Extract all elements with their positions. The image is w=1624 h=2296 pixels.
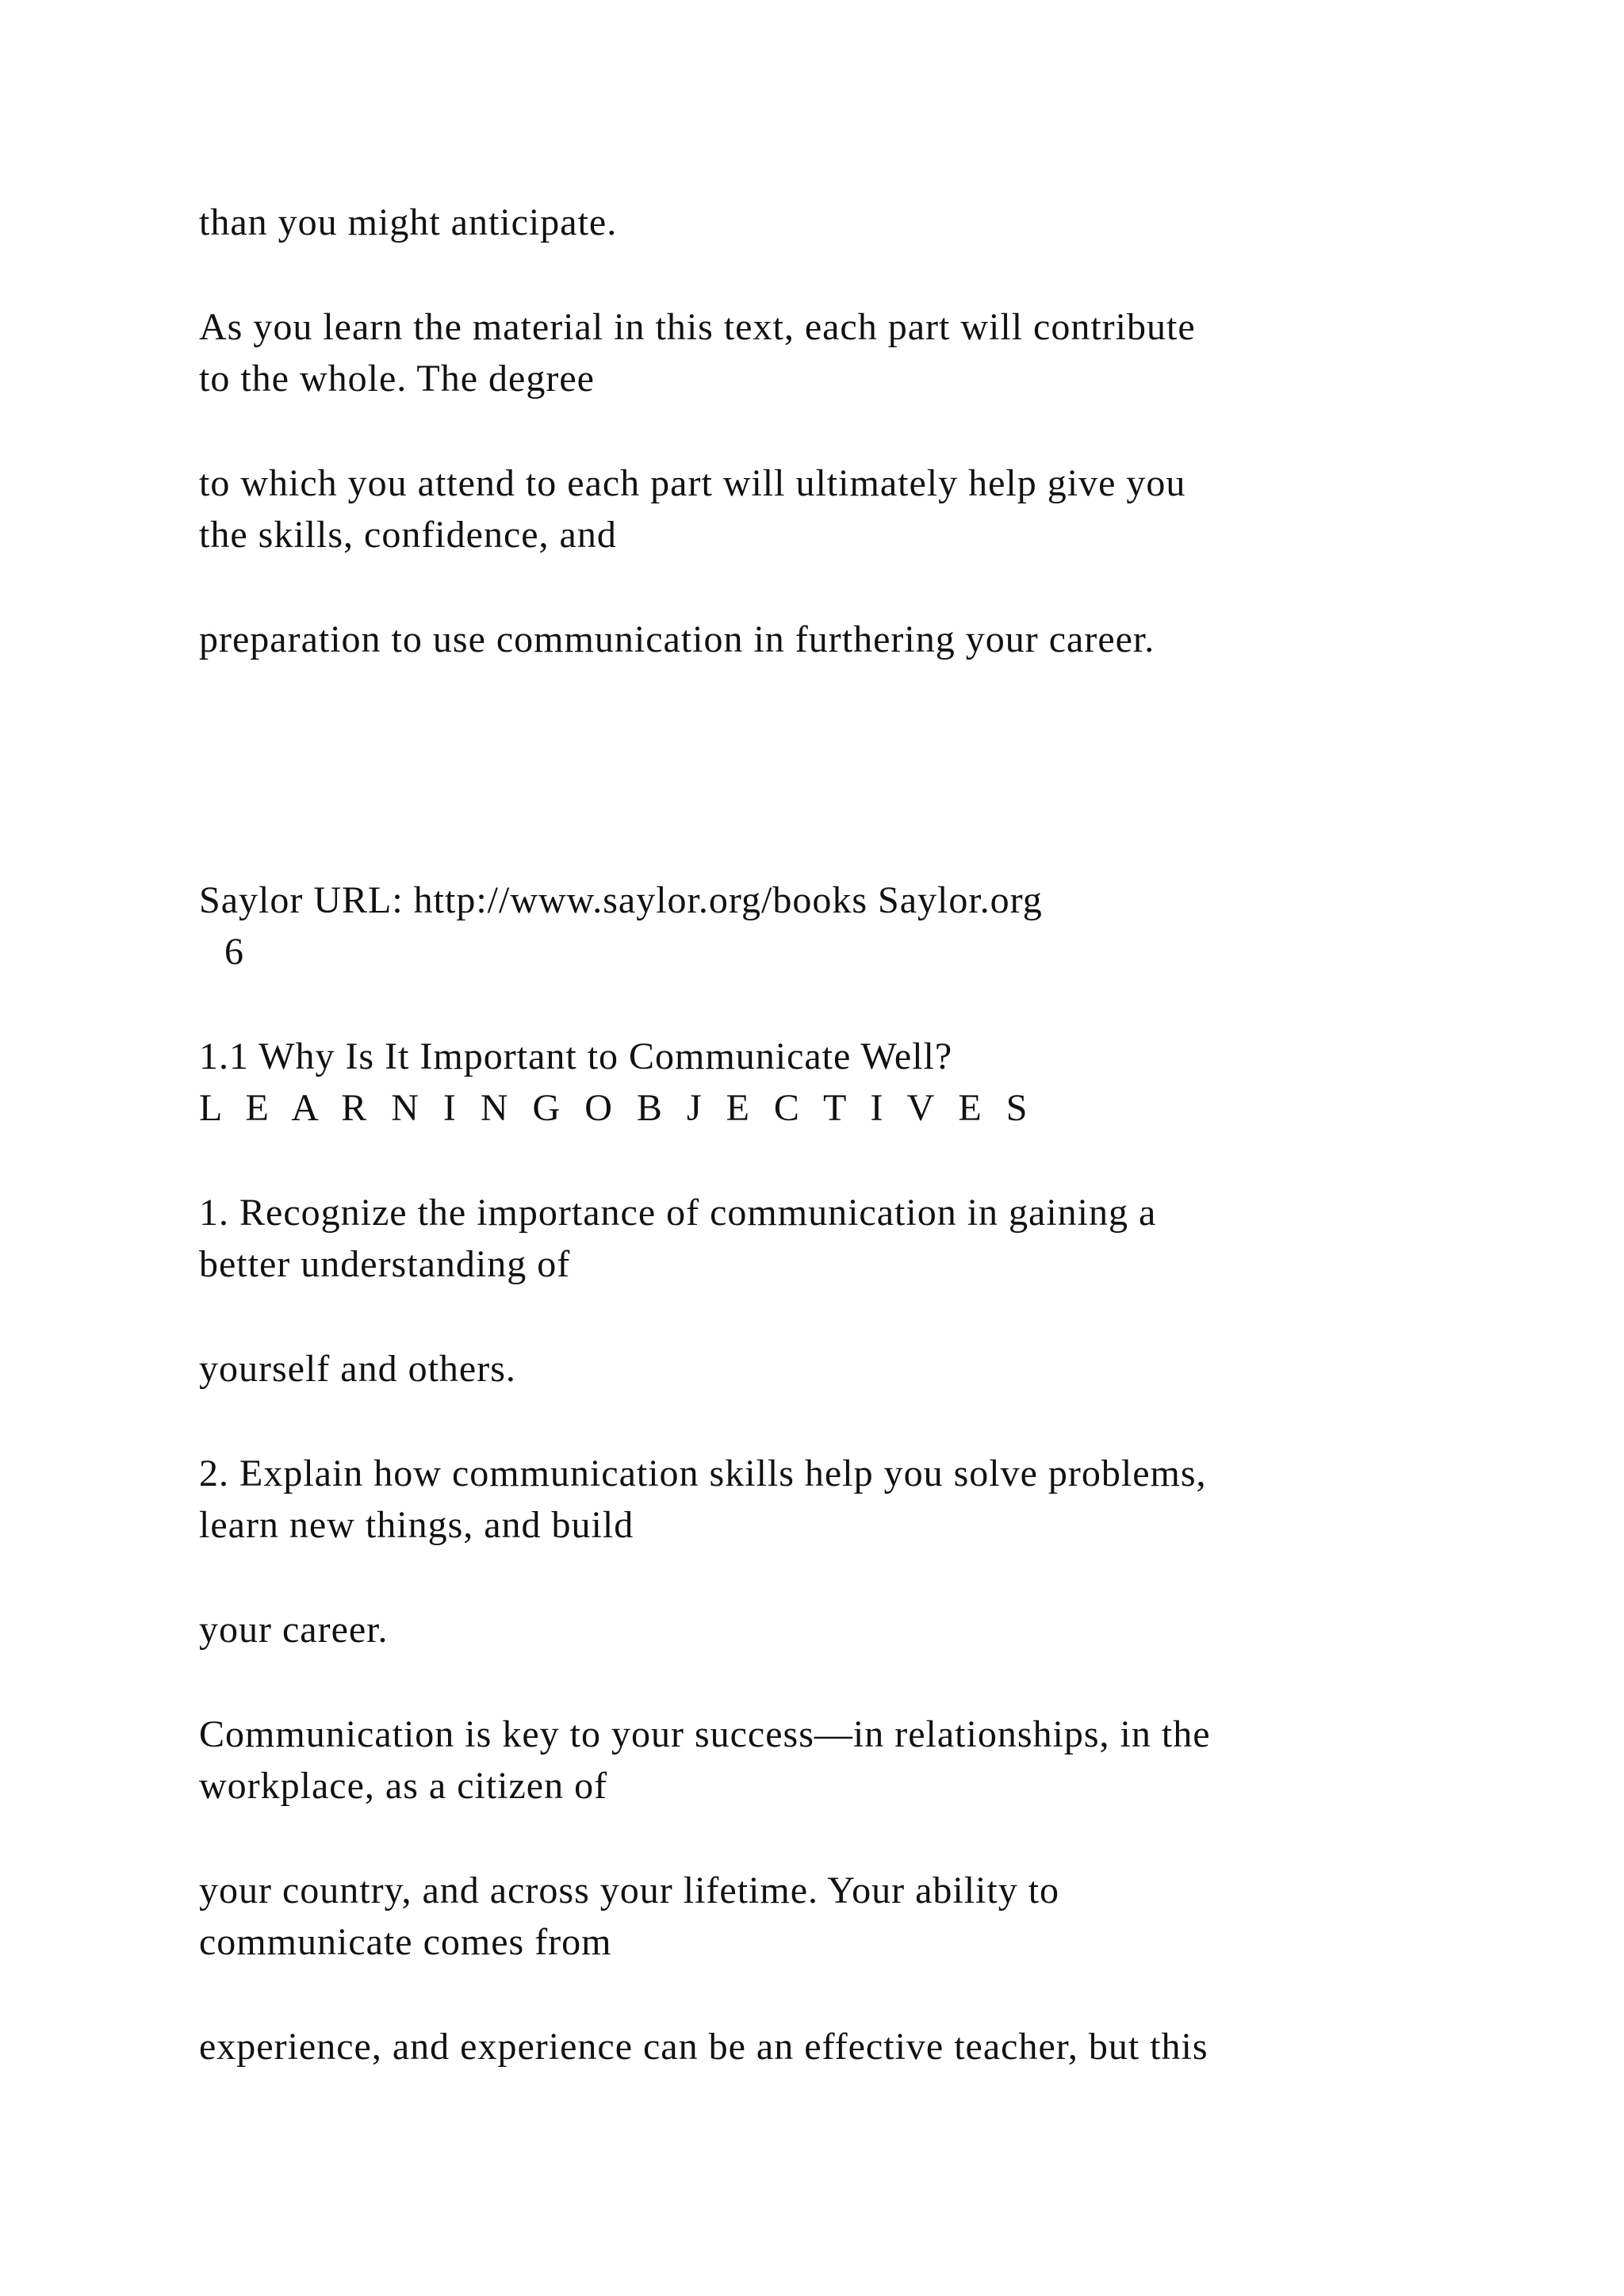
paragraph-line: Communication is key to your success—in relationships, in the — [199, 1713, 1211, 1755]
learning-objectives-label: L E A R N I N G O B J E C T I V E S — [199, 1087, 1035, 1129]
paragraph-line: As you learn the material in this text, each part will contribute — [199, 306, 1196, 348]
objective-line: yourself and others. — [199, 1348, 516, 1390]
paragraph-line: than you might anticipate. — [199, 201, 618, 243]
objective-line: better understanding of — [199, 1243, 571, 1285]
page-number: 6 — [224, 931, 244, 973]
paragraph-line: experience, and experience can be an effective teacher, but this — [199, 2026, 1208, 2068]
paragraph-line: to the whole. The degree — [199, 358, 595, 400]
section-heading: 1.1 Why Is It Important to Communicate Well? — [199, 1035, 953, 1077]
objective-line: learn new things, and build — [199, 1504, 634, 1546]
paragraph-line: preparation to use communication in furthering your career. — [199, 618, 1155, 660]
paragraph-line: your country, and across your lifetime. Your ability to — [199, 1869, 1060, 1911]
objective-line: 1. Recognize the importance of communication in gaining a — [199, 1192, 1157, 1234]
paragraph-line: communicate comes from — [199, 1921, 612, 1963]
objective-line: your career. — [199, 1609, 389, 1651]
paragraph-line: workplace, as a citizen of — [199, 1765, 608, 1807]
paragraph-line: to which you attend to each part will ultimately help give you — [199, 462, 1186, 504]
page-footer-source: Saylor URL: http://www.saylor.org/books Saylor.org — [199, 879, 1043, 921]
objective-line: 2. Explain how communication skills help you solve problems, — [199, 1452, 1207, 1494]
paragraph-line: the skills, confidence, and — [199, 514, 617, 556]
